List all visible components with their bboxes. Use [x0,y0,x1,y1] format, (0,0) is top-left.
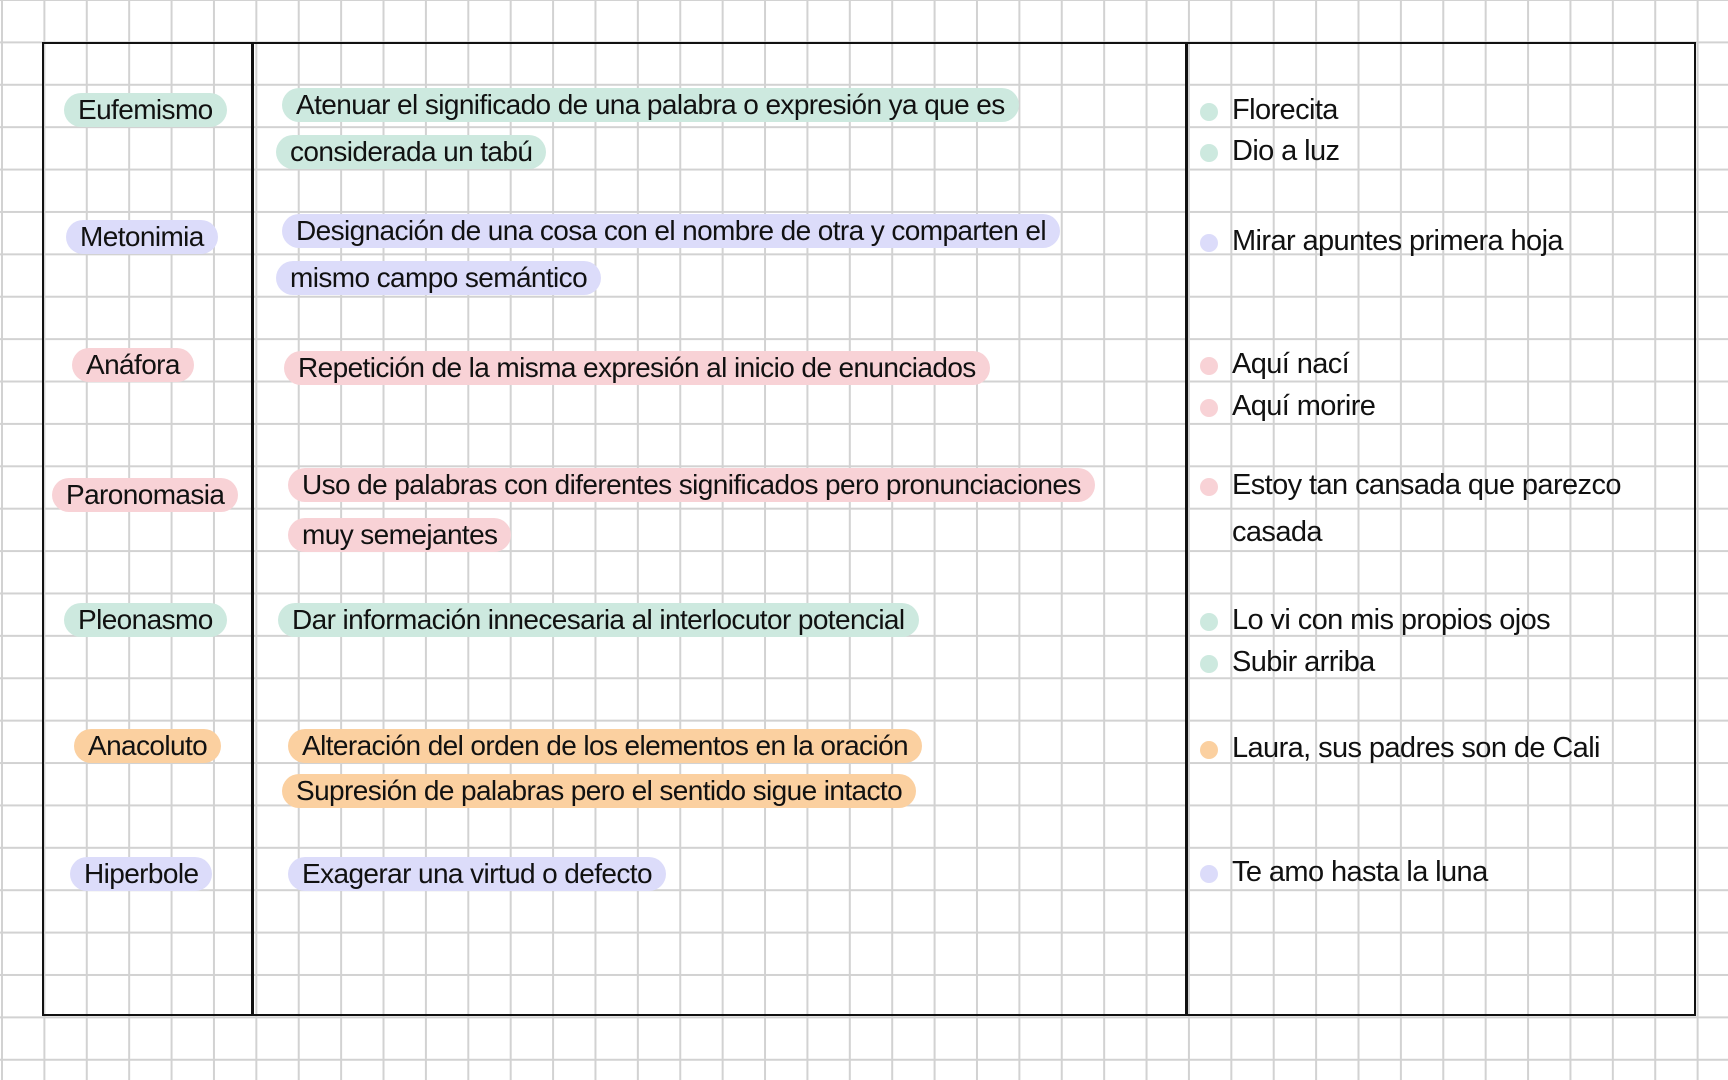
bullet-icon [1200,613,1218,631]
definition-line: Repetición de la misma expresión al inicio de enunciados [284,351,990,385]
column-divider [251,42,254,1016]
definition-line: considerada un tabú [276,135,546,169]
bullet-icon [1200,234,1218,252]
definition-line: muy semejantes [288,518,511,552]
definition-line: Dar información innecesaria al interlocutor potencial [278,603,919,637]
example-text: Laura, sus padres son de Cali [1232,732,1600,764]
term-label: Paronomasia [52,478,238,512]
definition-line: Exagerar una virtud o defecto [288,857,666,891]
term-label: Pleonasmo [64,603,227,637]
definition-line: Atenuar el significado de una palabra o expresión ya que es [282,88,1019,122]
term-label: Eufemismo [64,93,227,127]
bullet-icon [1200,655,1218,673]
bullet-icon [1200,865,1218,883]
example-text: Aquí morire [1232,390,1376,422]
example-text: Subir arriba [1232,646,1375,678]
definition-line: Supresión de palabras pero el sentido sigue intacto [282,774,916,808]
term-label: Hiperbole [70,857,212,891]
example-text: Estoy tan cansada que parezco [1232,469,1621,501]
bullet-icon [1200,103,1218,121]
bullet-icon [1200,478,1218,496]
column-divider [1185,42,1188,1016]
bullet-icon [1200,357,1218,375]
bullet-icon [1200,399,1218,417]
definition-line: Alteración del orden de los elementos en la oración [288,729,922,763]
bullet-icon [1200,144,1218,162]
example-text: Aquí nací [1232,348,1350,380]
example-text: Dio a luz [1232,135,1340,167]
example-text: Te amo hasta la luna [1232,856,1488,888]
definition-line: mismo campo semántico [276,261,601,295]
definition-line: Uso de palabras con diferentes significados pero pronunciaciones [288,468,1095,502]
bullet-icon [1200,741,1218,759]
term-label: Anacoluto [74,729,221,763]
example-text: casada [1232,516,1322,548]
example-text: Mirar apuntes primera hoja [1232,225,1563,257]
definition-line: Designación de una cosa con el nombre de otra y comparten el [282,214,1060,248]
term-label: Metonimia [66,220,218,254]
example-text: Florecita [1232,94,1338,126]
term-label: Anáfora [72,348,194,382]
example-text: Lo vi con mis propios ojos [1232,604,1551,636]
